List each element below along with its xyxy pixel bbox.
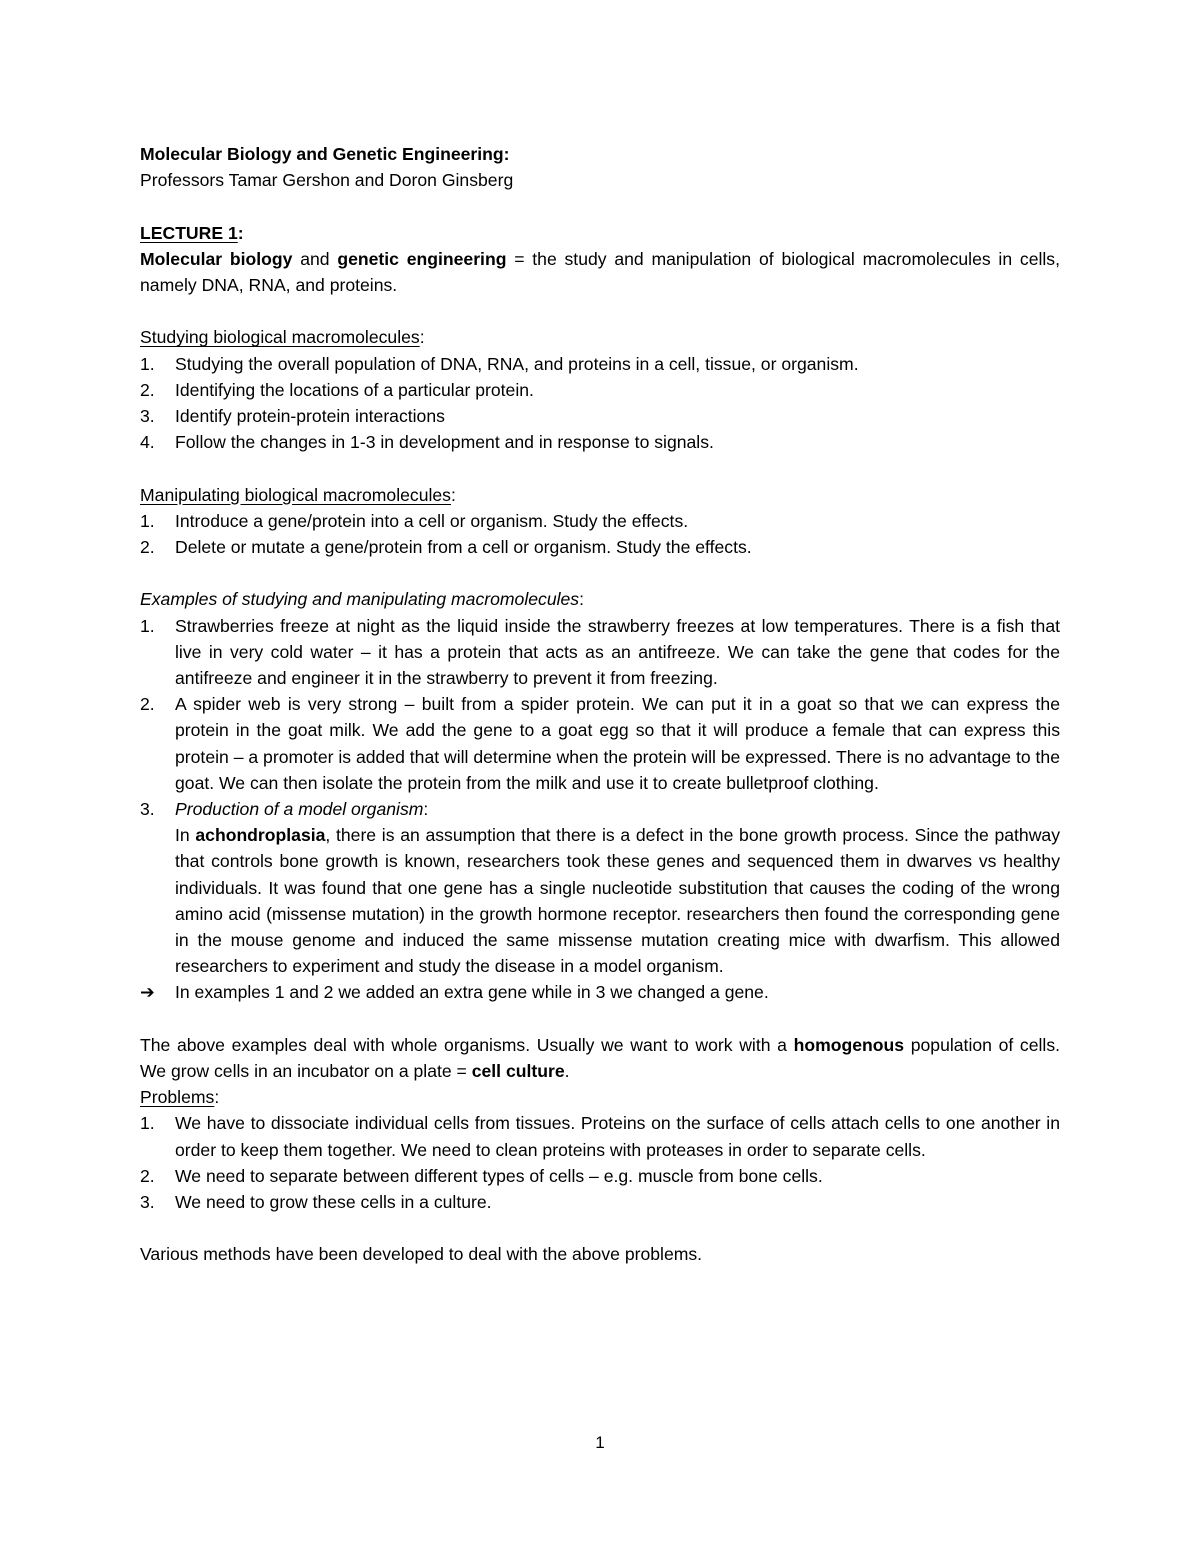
model-organism-title: Production of a model organism — [175, 799, 424, 820]
list-item: 3. We need to grow these cells in a culture. — [140, 1192, 492, 1213]
list-item: 2. A spider web is very strong – built from a spider protein. We can put it in a goat so that we can express the protein in the goat milk. We add the gene to a goat egg so that it will produce a female that can express this protein – a promoter is added that will determine when the protein will be expressed. There is no advantage to the goat. We can then isolate the protein from the milk and use it to create bulletproof clothing. — [140, 694, 1060, 793]
arrow-note: ➔ In examples 1 and 2 we added an extra gene while in 3 we changed a gene. — [140, 979, 1060, 1005]
studying-list — [140, 351, 1060, 456]
list-item: 1. We have to dissociate individual cells from tissues. Proteins on the surface of cells attach cells to one another in order to keep them together. We need to clean proteins with proteases in order to separate cells. — [140, 1113, 1060, 1160]
page-number: 1 — [595, 1433, 605, 1452]
closing-paragraph: Various methods have been developed to deal with the above problems. — [140, 1244, 703, 1265]
list-item: 4. Follow the changes in 1-3 in development and in response to signals. — [140, 432, 714, 453]
manipulating-list — [140, 508, 1060, 560]
professors-line: Professors Tamar Gershon and Doron Ginsberg — [140, 170, 514, 191]
list-item: 2. Delete or mutate a gene/protein from a cell or organism. Study the effects. — [140, 537, 752, 557]
list-item: 3. Identify protein-protein interactions — [140, 406, 445, 426]
examples-heading: Examples of studying and manipulating macromolecules: — [140, 589, 584, 610]
document-body — [140, 141, 1060, 1268]
list-item: 1. Strawberries freeze at night as the liquid inside the strawberry freezes at low temperatures. There is a fish that live in very cold water – it has a protein that acts as an antifreeze. We can take the gene that codes for the antifreeze and engineer it in the strawberry to prevent it from freezing. — [140, 615, 1060, 688]
lecture-definition: Molecular biology and genetic engineering = the study and manipulation of biological macromolecules in cells, namely DNA, RNA, and proteins. — [140, 248, 1060, 295]
lecture-heading: LECTURE 1: — [140, 222, 244, 243]
problems-list — [140, 1110, 1060, 1215]
arrow-right-icon: ➔ — [140, 982, 155, 1003]
manipulating-heading: Manipulating biological macromolecules: — [140, 484, 456, 505]
list-item: 2. Identifying the locations of a particular protein. — [140, 379, 534, 400]
course-title: Molecular Biology and Genetic Engineering: — [140, 144, 510, 164]
list-item: 3. Production of a model organism: In achondroplasia, there is an assumption that there is a defect in the bone growth process. Since the pathway that controls bone growth is known, researchers took these genes and sequenced them in dwarves vs healthy individuals. It was found that one gene has a single nucleotide substitution that causes the coding of the wrong amino acid (missense mutation) in the growth hormone receptor. researchers then found the corresponding gene in the mouse genome and induced the same missense mutation creating mice with dwarfism. This allowed researchers to experiment and study the disease in a model organism. — [140, 799, 1060, 977]
examples-list — [140, 613, 1060, 980]
studying-heading: Studying biological macromolecules: — [140, 327, 425, 348]
cells-paragraph: The above examples deal with whole organisms. Usually we want to work with a homogenous population of cells. We grow cells in an incubator on a plate = cell culture. — [140, 1034, 1061, 1082]
list-item: 2. We need to separate between different types of cells – e.g. muscle from bone cells. — [140, 1165, 823, 1186]
list-item: 1. Introduce a gene/protein into a cell or organism. Study the effects. — [140, 510, 689, 531]
problems-heading: Problems: — [140, 1087, 220, 1108]
list-item: 1. Studying the overall population of DNA, RNA, and proteins in a cell, tissue, or organism. — [140, 353, 859, 374]
